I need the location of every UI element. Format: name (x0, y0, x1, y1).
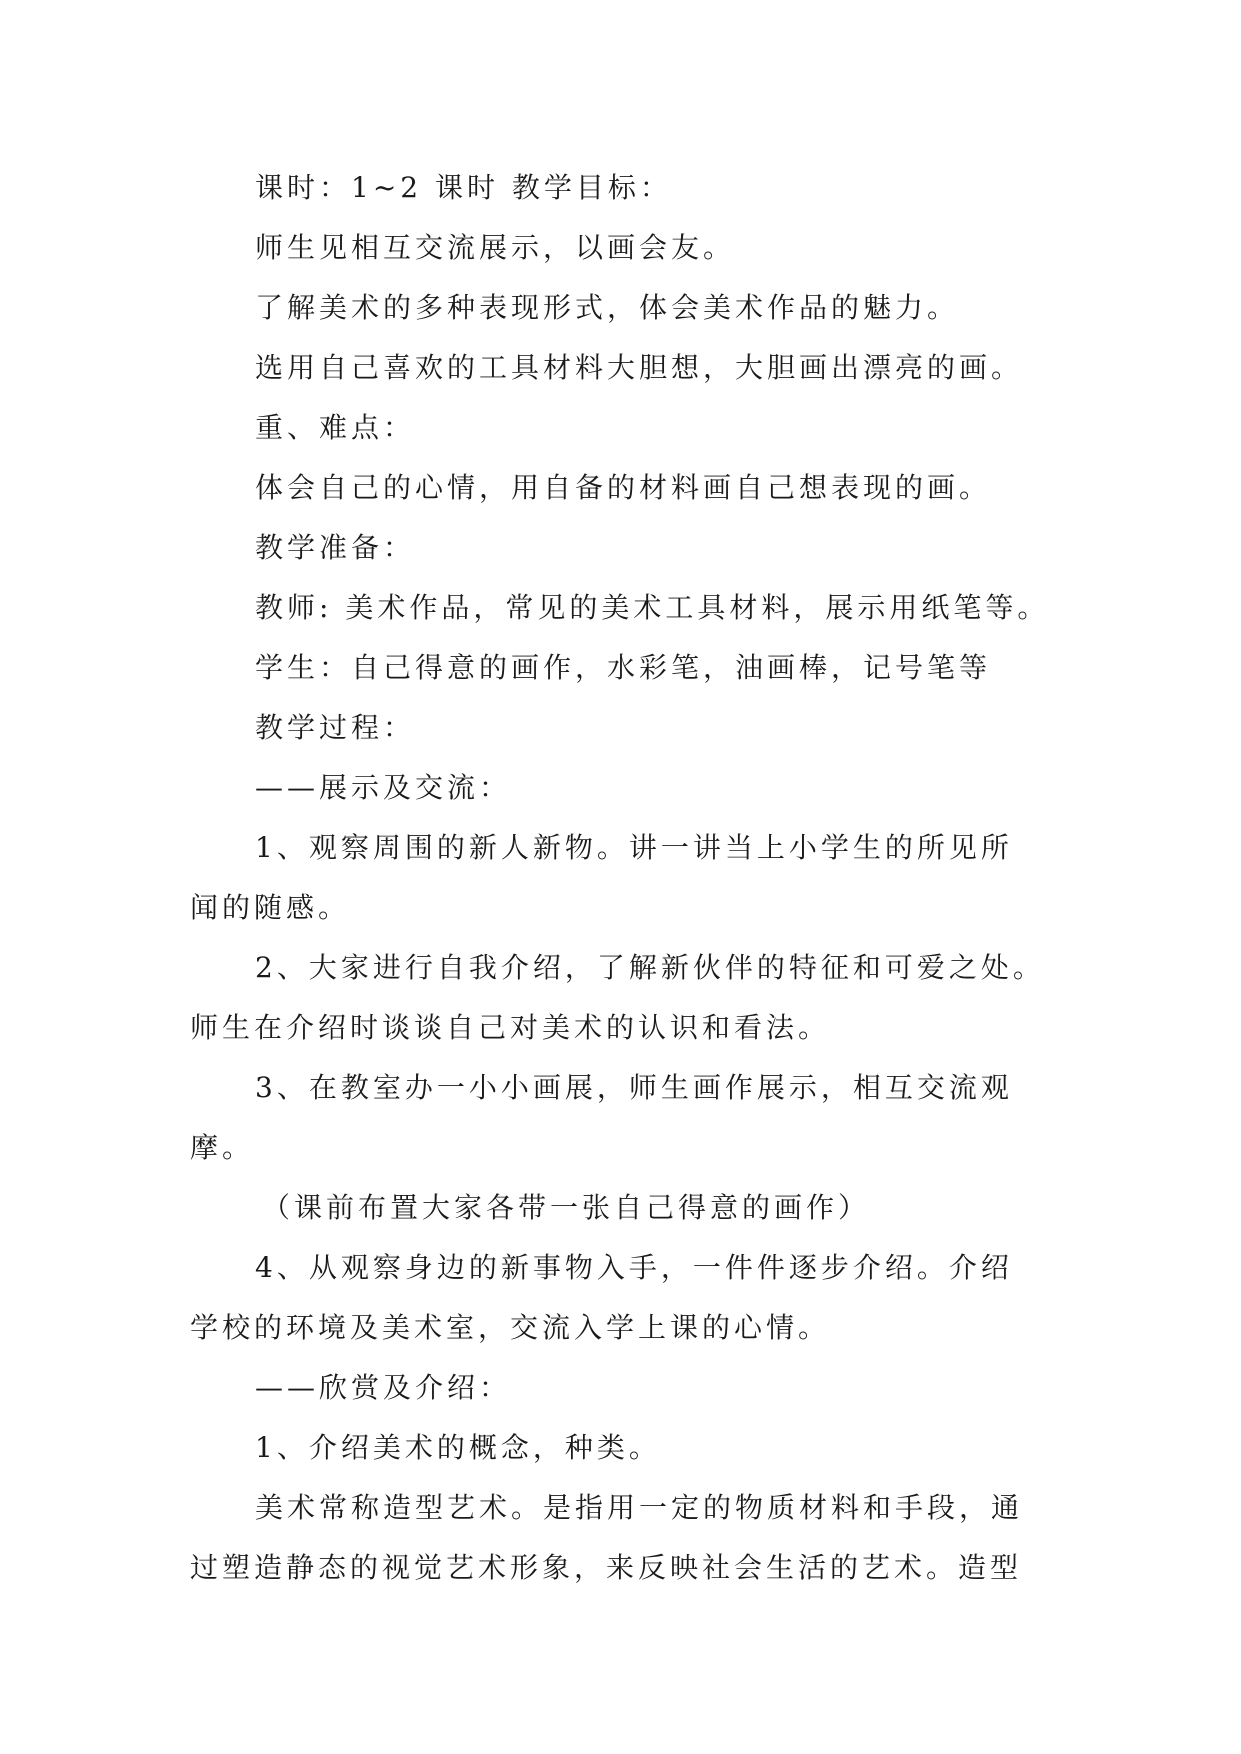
text-line-section-show: ——展示及交流： (255, 771, 512, 804)
text-line-item-3-cont: 摩。 (190, 1131, 255, 1164)
text-line-item-4-cont: 学校的环境及美术室，交流入学上课的心情。 (190, 1311, 831, 1344)
text-line-definition-cont: 过塑造静态的视觉艺术形象，来反映社会生活的艺术。造型 (190, 1551, 1023, 1584)
text-line-definition: 美术常称造型艺术。是指用一定的物质材料和手段，通 (255, 1491, 1024, 1524)
text-line-item-2: 2、大家进行自我介绍，了解新伙伴的特征和可爱之处。 (255, 951, 1045, 984)
text-line-process-heading: 教学过程： (255, 711, 416, 744)
text-line-goal-1: 师生见相互交流展示，以画会友。 (255, 231, 736, 264)
text-line-item-1-cont: 闻的随感。 (190, 891, 351, 924)
text-line-key-points: 体会自己的心情，用自备的材料画自己想表现的画。 (255, 471, 992, 504)
text-line-note: （课前布置大家各带一张自己得意的画作） (262, 1191, 871, 1224)
text-line-lesson-hours: 课时：1~2 课时 教学目标： (255, 171, 672, 204)
text-line-key-points-heading: 重、难点： (255, 411, 416, 444)
text-line-section-appreciate: ——欣赏及介绍： (255, 1371, 512, 1404)
text-line-teacher-prep: 教师: 美术作品，常见的美术工具材料，展示用纸笔等。 (255, 591, 1050, 624)
text-line-goal-2: 了解美术的多种表现形式，体会美术作品的魅力。 (255, 291, 960, 324)
text-line-item-2-cont: 师生在介绍时谈谈自己对美术的认识和看法。 (190, 1011, 831, 1044)
text-line-appreciate-1: 1、介绍美术的概念，种类。 (255, 1431, 661, 1464)
text-line-goal-3: 选用自己喜欢的工具材料大胆想，大胆画出漂亮的画。 (255, 351, 1024, 384)
text-line-preparation-heading: 教学准备： (255, 531, 416, 564)
text-line-student-prep: 学生：自己得意的画作，水彩笔，油画棒，记号笔等 (255, 651, 992, 684)
text-line-item-1: 1、观察周围的新人新物。讲一讲当上小学生的所见所 (255, 831, 1013, 864)
text-line-item-4: 4、从观察身边的新事物入手，一件件逐步介绍。介绍 (255, 1251, 1013, 1284)
text-line-item-3: 3、在教室办一小小画展，师生画作展示，相互交流观 (255, 1071, 1013, 1104)
